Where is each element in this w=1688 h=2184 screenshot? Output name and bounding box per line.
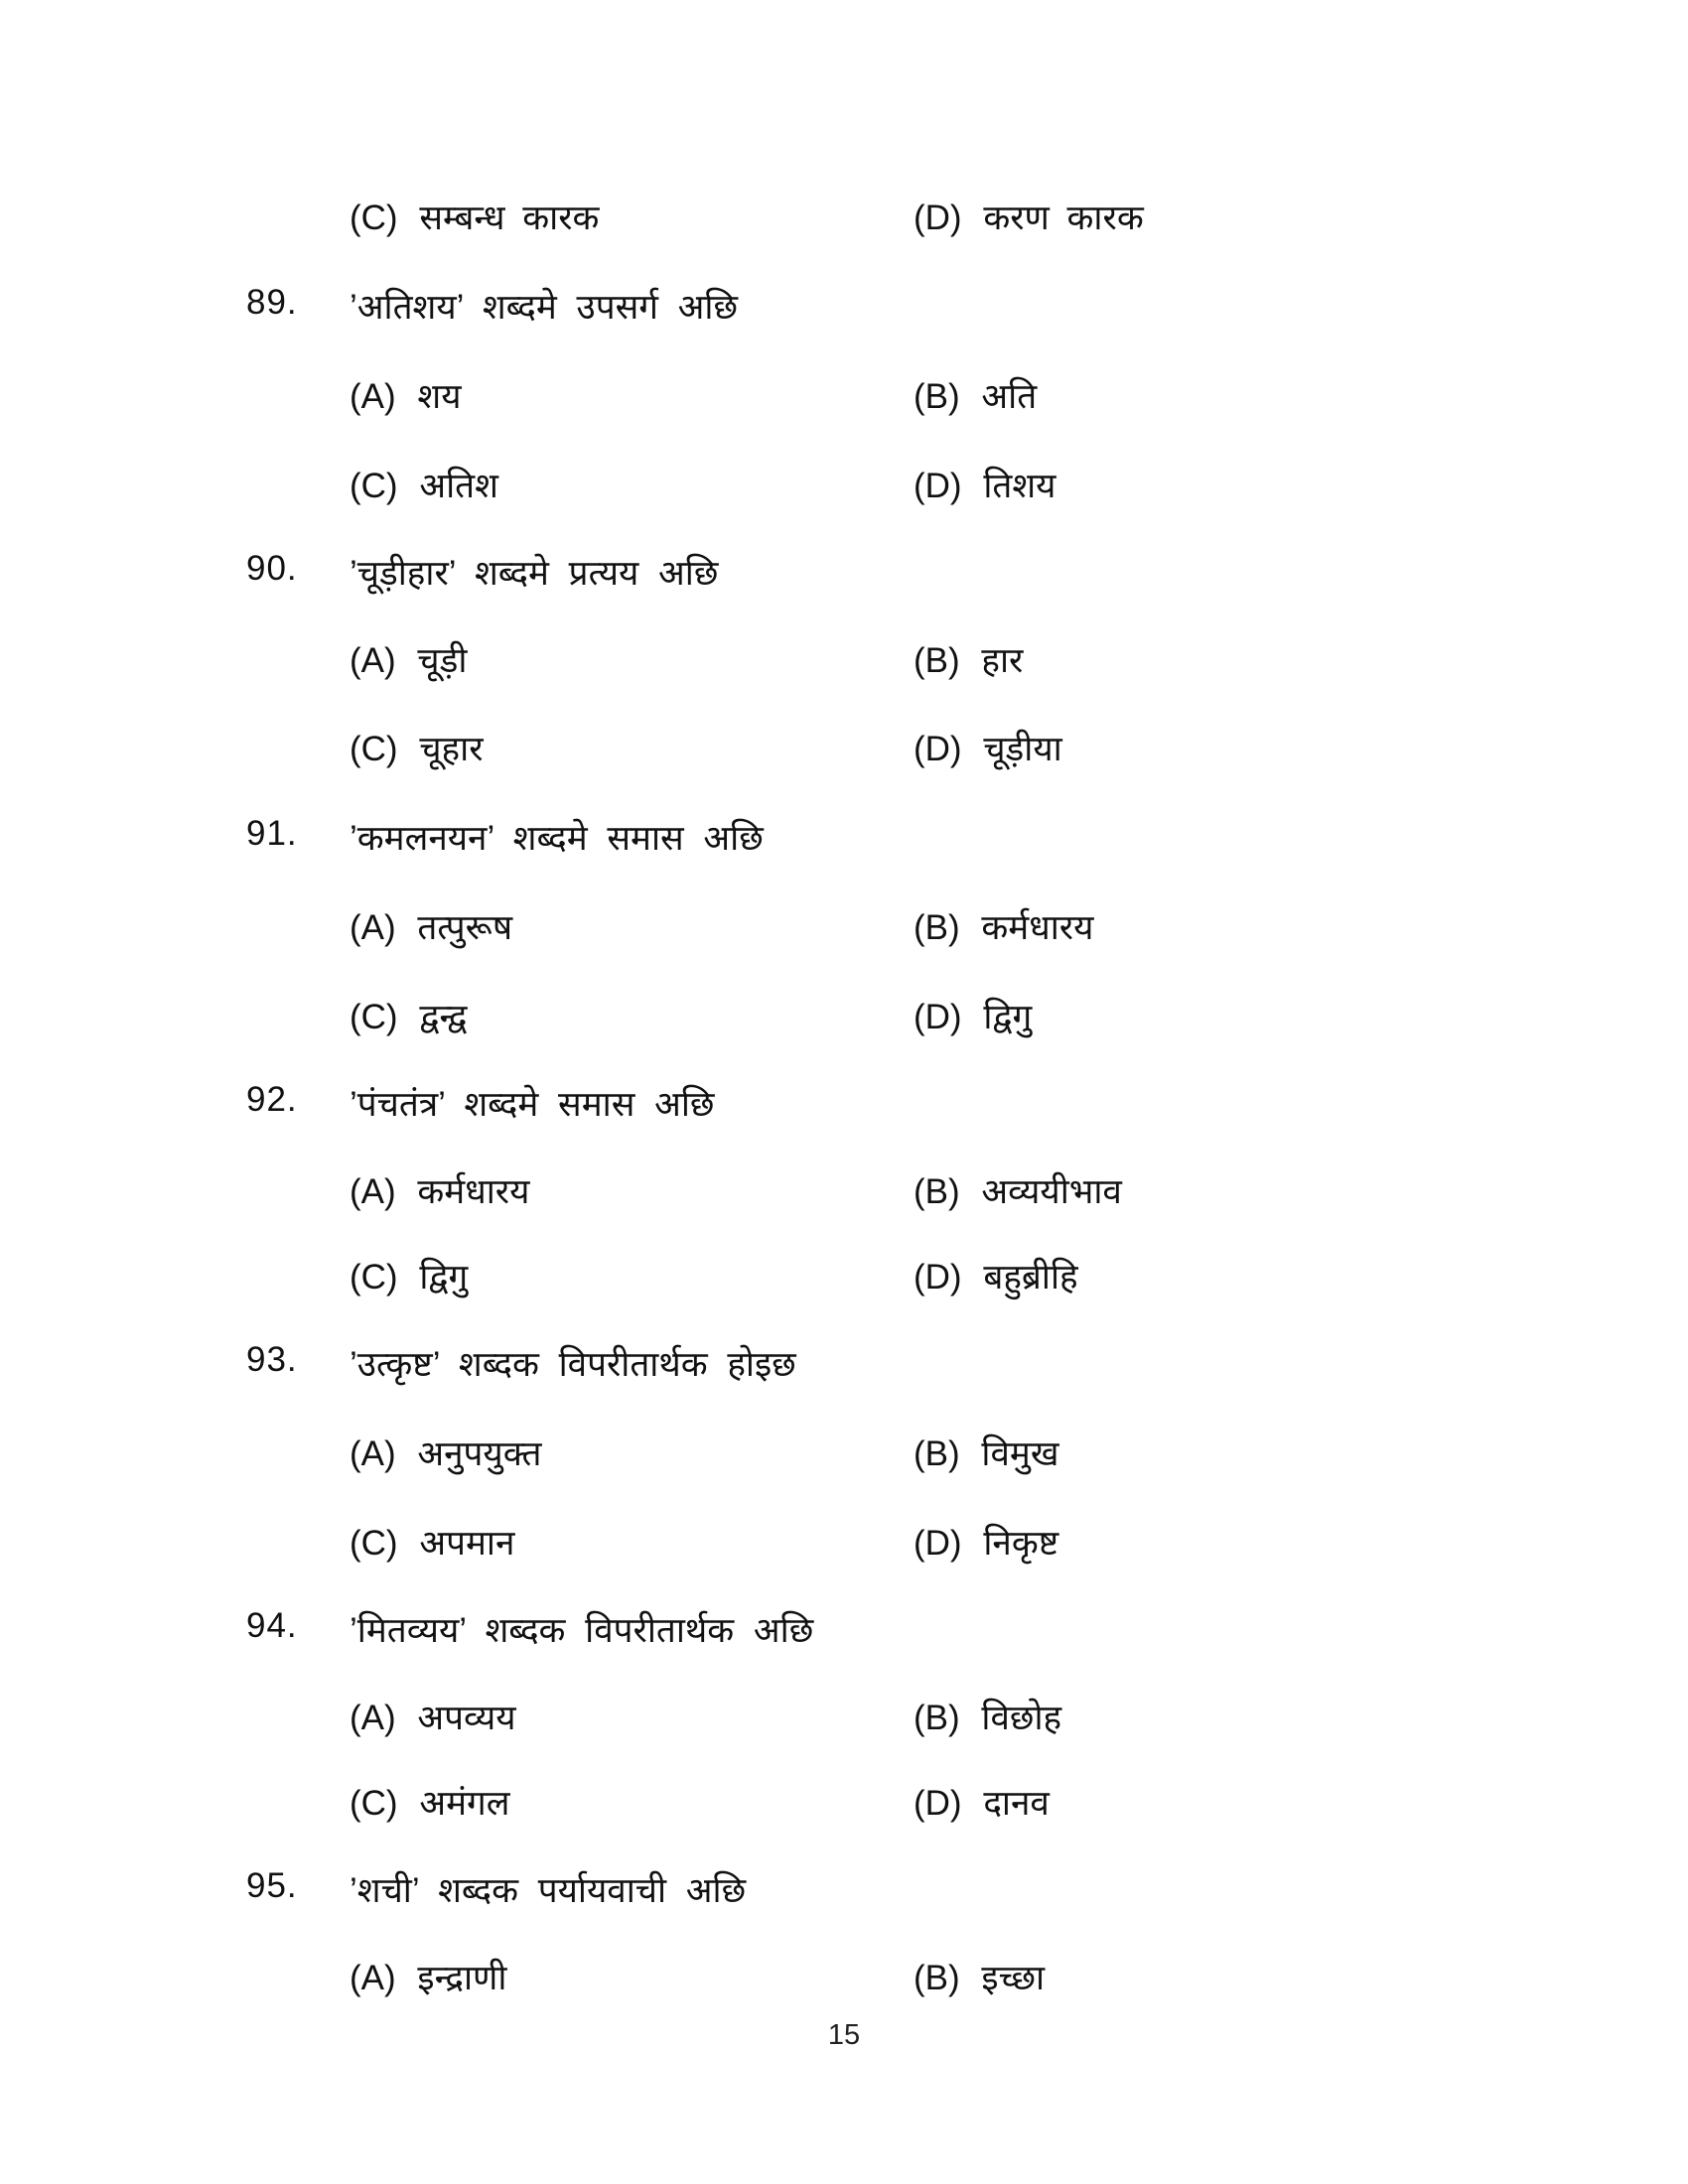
option-a bbox=[350, 1430, 541, 1476]
option-label: (B) bbox=[914, 1959, 960, 1997]
option-b bbox=[914, 636, 1023, 683]
option-c bbox=[350, 462, 498, 508]
question-number: 94. bbox=[246, 1606, 298, 1645]
question-number: 93. bbox=[246, 1340, 298, 1379]
option-label: (B) bbox=[914, 377, 960, 416]
option-text: इन्द्राणी bbox=[417, 1959, 507, 1997]
question-number: 91. bbox=[246, 814, 298, 853]
question-text: ’पंचतंत्र’ शब्दमे समास अछि bbox=[350, 1085, 715, 1124]
question-text: ’कमलनयन’ शब्दमे समास अछि bbox=[350, 819, 764, 858]
option-text: द्विगु bbox=[419, 1258, 469, 1297]
option-label: (A) bbox=[350, 1699, 396, 1737]
option-b bbox=[914, 1954, 1045, 2000]
question-text: ’उत्कृष्ट’ शब्दक विपरीतार्थक होइछ bbox=[350, 1345, 796, 1384]
option-text: दानव bbox=[983, 1784, 1050, 1823]
option-text: करण कारक bbox=[983, 199, 1144, 237]
question-number: 92. bbox=[246, 1080, 298, 1119]
question-94-options-ab bbox=[0, 1694, 1688, 1749]
option-a bbox=[350, 372, 462, 419]
question-text: ’चूड़ीहार’ शब्दमे प्रत्यय अछि bbox=[350, 554, 719, 593]
option-d bbox=[914, 725, 1062, 771]
question-94 bbox=[0, 1606, 1688, 1662]
option-text: चूहार bbox=[419, 730, 484, 768]
question-94-options-cd bbox=[0, 1779, 1688, 1835]
page-number: 15 bbox=[827, 2019, 861, 2051]
option-d bbox=[914, 462, 1055, 508]
option-text: अपमान bbox=[419, 1524, 515, 1563]
question-95-options-ab bbox=[0, 1954, 1688, 2009]
option-text: हार bbox=[981, 641, 1024, 680]
option-c bbox=[350, 194, 599, 240]
option-text: कर्मधारय bbox=[981, 908, 1094, 947]
option-d bbox=[914, 993, 1032, 1039]
option-label: (C) bbox=[350, 1784, 398, 1823]
option-label: (B) bbox=[914, 1699, 960, 1737]
option-label: (D) bbox=[914, 998, 962, 1036]
question-92-options-cd bbox=[0, 1253, 1688, 1308]
option-text: अति bbox=[981, 377, 1038, 416]
option-label: (D) bbox=[914, 467, 962, 505]
option-label: (C) bbox=[350, 1258, 398, 1297]
option-label: (C) bbox=[350, 467, 398, 505]
question-93 bbox=[0, 1340, 1688, 1396]
option-text: इच्छा bbox=[981, 1959, 1046, 1997]
question-93-options-ab bbox=[0, 1430, 1688, 1485]
question-88-options-cd bbox=[0, 194, 1688, 249]
question-92-options-ab bbox=[0, 1167, 1688, 1223]
option-label: (B) bbox=[914, 1434, 960, 1473]
option-label: (A) bbox=[350, 1434, 396, 1473]
option-text: अमंगल bbox=[419, 1784, 510, 1823]
option-label: (C) bbox=[350, 1524, 398, 1563]
option-label: (C) bbox=[350, 998, 398, 1036]
option-b bbox=[914, 1167, 1122, 1214]
option-label: (A) bbox=[350, 908, 396, 947]
question-89-options-ab bbox=[0, 372, 1688, 428]
question-text: ’अतिशय’ शब्दमे उपसर्ग अछि bbox=[350, 288, 739, 327]
option-text: अनुपयुक्त bbox=[417, 1434, 542, 1473]
option-text: अव्ययीभाव bbox=[981, 1172, 1122, 1211]
question-91-options-cd bbox=[0, 993, 1688, 1048]
option-b bbox=[914, 372, 1037, 419]
option-d bbox=[914, 1253, 1078, 1299]
option-a bbox=[350, 636, 467, 683]
question-90-options-ab bbox=[0, 636, 1688, 692]
question-90 bbox=[0, 549, 1688, 605]
option-label: (C) bbox=[350, 199, 398, 237]
option-a bbox=[350, 1694, 516, 1740]
option-text: विछोह bbox=[981, 1699, 1062, 1737]
question-text: ’शची’ शब्दक पर्यायवाची अछि bbox=[350, 1871, 747, 1910]
option-b bbox=[914, 1694, 1061, 1740]
option-label: (B) bbox=[914, 1172, 960, 1211]
option-label: (D) bbox=[914, 1784, 962, 1823]
question-95 bbox=[0, 1866, 1688, 1922]
option-b bbox=[914, 903, 1093, 950]
option-label: (A) bbox=[350, 377, 396, 416]
option-a bbox=[350, 903, 512, 950]
question-text: ’मितव्यय’ शब्दक विपरीतार्थक अछि bbox=[350, 1611, 814, 1650]
option-text: शय bbox=[417, 377, 462, 416]
option-b bbox=[914, 1430, 1058, 1476]
option-text: विमुख bbox=[981, 1434, 1059, 1473]
option-text: अतिश bbox=[419, 467, 498, 505]
option-label: (D) bbox=[914, 1258, 962, 1297]
question-89-options-cd bbox=[0, 462, 1688, 517]
question-93-options-cd bbox=[0, 1519, 1688, 1574]
question-91 bbox=[0, 814, 1688, 870]
option-text: द्विगु bbox=[983, 998, 1033, 1036]
option-label: (D) bbox=[914, 1524, 962, 1563]
option-text: द्वन्द्व bbox=[419, 998, 468, 1036]
option-d bbox=[914, 1519, 1058, 1566]
question-90-options-cd bbox=[0, 725, 1688, 780]
question-number: 95. bbox=[246, 1866, 298, 1905]
option-c bbox=[350, 993, 467, 1039]
option-c bbox=[350, 1519, 514, 1566]
option-text: अपव्यय bbox=[417, 1699, 516, 1737]
option-label: (D) bbox=[914, 730, 962, 768]
option-text: तत्पुरूष bbox=[417, 908, 513, 947]
option-text: कर्मधारय bbox=[417, 1172, 530, 1211]
option-c bbox=[350, 1779, 509, 1826]
option-label: (A) bbox=[350, 1959, 396, 1997]
option-label: (B) bbox=[914, 908, 960, 947]
option-text: बहुब्रीहि bbox=[983, 1258, 1078, 1297]
option-label: (D) bbox=[914, 199, 962, 237]
question-89 bbox=[0, 283, 1688, 339]
option-text: चूड़ी bbox=[417, 641, 468, 680]
option-d bbox=[914, 194, 1144, 240]
option-a bbox=[350, 1954, 506, 2000]
option-c bbox=[350, 725, 484, 771]
option-c bbox=[350, 1253, 468, 1299]
option-label: (A) bbox=[350, 1172, 396, 1211]
question-number: 90. bbox=[246, 549, 298, 588]
option-text: चूड़ीया bbox=[983, 730, 1062, 768]
option-text: सम्बन्ध कारक bbox=[419, 199, 600, 237]
option-text: तिशय bbox=[983, 467, 1056, 505]
question-number: 89. bbox=[246, 283, 298, 322]
option-label: (C) bbox=[350, 730, 398, 768]
option-d bbox=[914, 1779, 1050, 1826]
question-92 bbox=[0, 1080, 1688, 1136]
option-label: (B) bbox=[914, 641, 960, 680]
option-text: निकृष्ट bbox=[983, 1524, 1059, 1563]
option-a bbox=[350, 1167, 529, 1214]
option-label: (A) bbox=[350, 641, 396, 680]
question-91-options-ab bbox=[0, 903, 1688, 959]
